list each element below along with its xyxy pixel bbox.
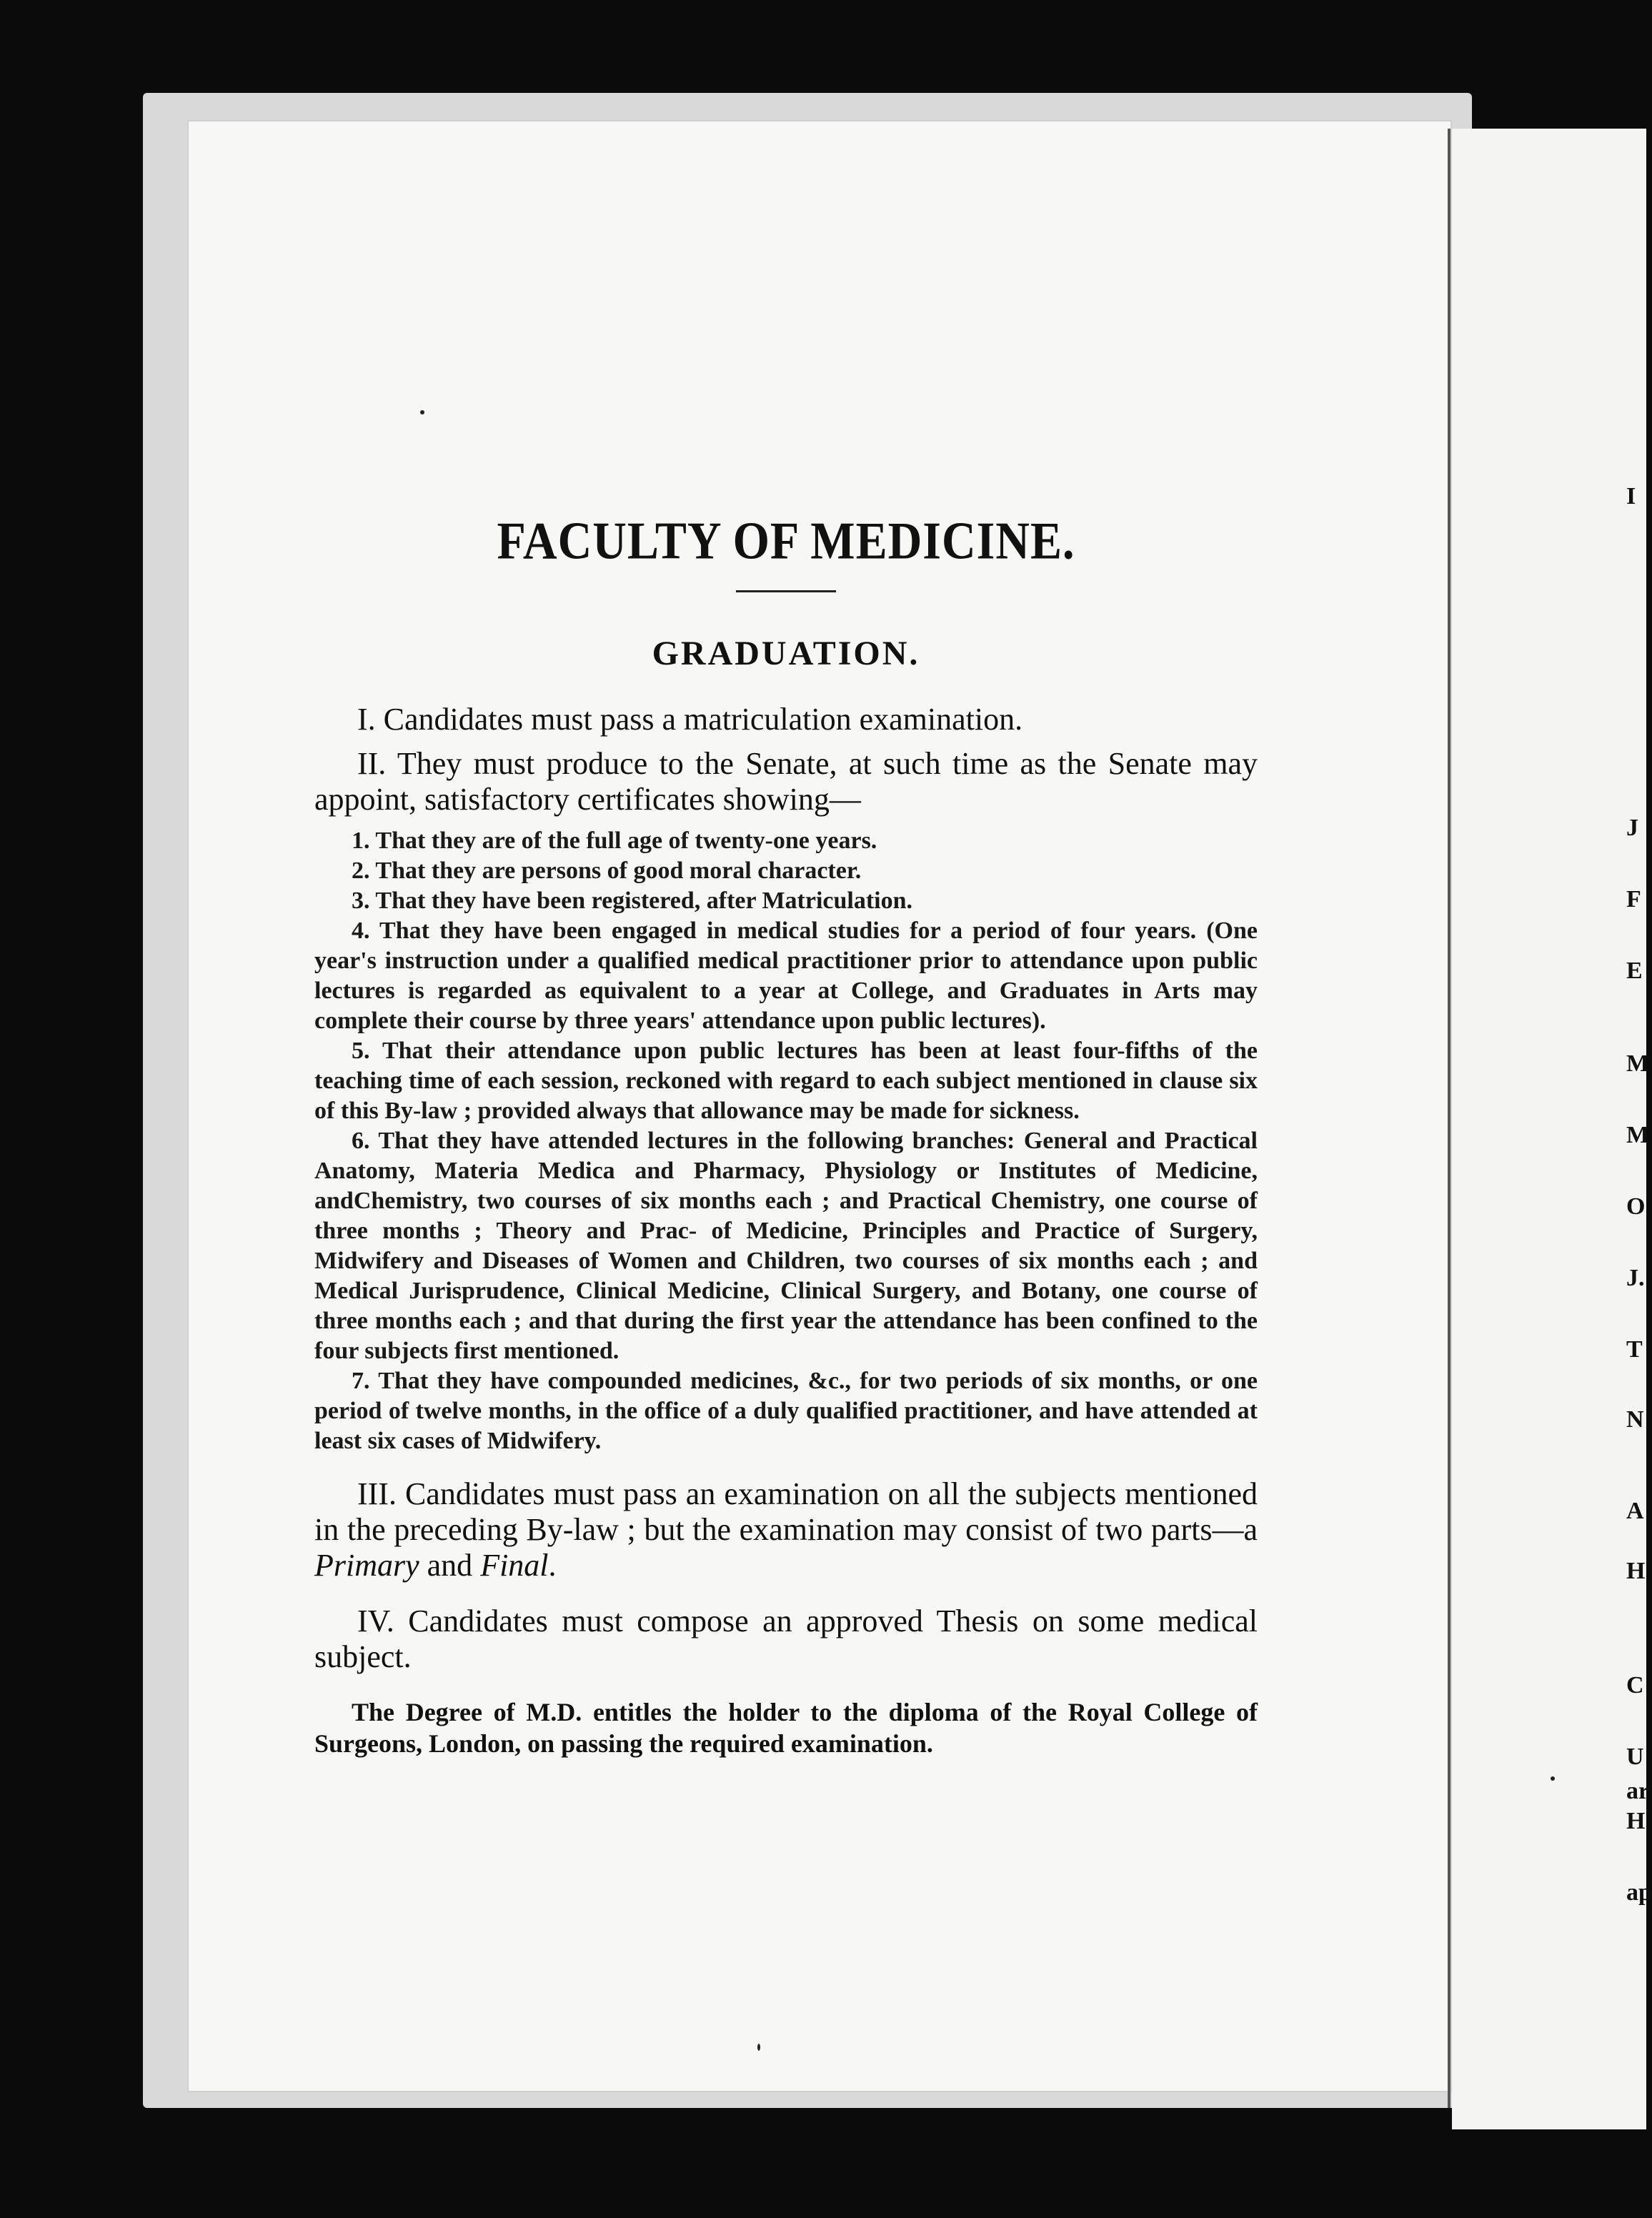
edge-letter: F: [1626, 886, 1641, 912]
edge-letter: C: [1626, 1672, 1644, 1699]
edge-letter: I: [1626, 483, 1636, 509]
clause-item: 5. That their attendance upon public lectures has been at least four-fifths of the teaching time of each session, reckoned with regard to each subject mentioned in clause six of this By-law ; provided always that allowance may be made for sickness.: [314, 1038, 1258, 1124]
title-rule: [736, 590, 836, 592]
edge-letter: M: [1626, 1122, 1650, 1148]
clause-item: 7. That they have compounded medicines, &c., for two periods of six months, or one period of twelve months, in the office of a duly qualified practitioner, and have attended at least six cases of Midwifery.: [314, 1368, 1258, 1454]
rule-1: I. Candidates must pass a matriculation examination.: [357, 702, 1023, 737]
final-word: Final: [480, 1548, 549, 1583]
edge-letter: J: [1626, 815, 1638, 841]
edge-letter: U: [1626, 1744, 1644, 1770]
clause-item: 2. That they are persons of good moral character.: [352, 857, 862, 884]
ink-speck: [757, 2044, 760, 2051]
degree-note: The Degree of M.D. entitles the holder to the diploma of the Royal College of Surgeons, London, on passing the required examination.: [314, 1698, 1258, 1758]
edge-letter: H: [1626, 1808, 1646, 1834]
rule-4: IV. Candidates must compose an approved Thesis on some medical subject.: [314, 1603, 1258, 1674]
page-fold: [1448, 129, 1451, 2108]
edge-letter: H: [1626, 1558, 1646, 1584]
edge-letter: ar: [1626, 1778, 1650, 1804]
edge-letter: E: [1626, 958, 1643, 984]
clause-item: 1. That they are of the full age of twenty-one years.: [352, 827, 877, 854]
edge-letter: O: [1626, 1193, 1646, 1220]
edge-letter: N: [1626, 1406, 1644, 1433]
clause-item: 3. That they have been registered, after Matriculation.: [352, 887, 913, 914]
facing-page-letters: [1623, 0, 1652, 2218]
page-content: [314, 514, 1258, 1785]
rule-3: [314, 1476, 1258, 1583]
primary-word: Primary: [314, 1548, 419, 1583]
rule-3-and: and: [419, 1548, 481, 1583]
facing-page-edge: [1452, 129, 1646, 2129]
edge-letter: A: [1626, 1498, 1644, 1524]
clause-item: 6. That they have attended lectures in the following branches: General and Practical Anatomy, Materia Medica and Pharmacy, Physiology or Institutes of Medicine, andChemistry, two courses of six months each ; and Practical Chemistry, one course of three months ; Theory and Prac- of Medicine, Principles and Practice of Surgery, Midwifery and Diseases of Women and Children, two courses of six months each ; and Medical Jurisprudence, Clinical Medicine, Clinical Surgery, and Botany, one course of three months each ; and that during the first year the attendance has been confined to the four subjects first mentioned.: [314, 1128, 1258, 1364]
edge-letter: M: [1626, 1050, 1650, 1077]
section-heading: GRADUATION.: [652, 635, 920, 672]
edge-letter: J.: [1626, 1265, 1645, 1291]
rule-3-text: III. Candidates must pass an examination on all the subjects mentioned in the preceding By-law ; but the examination may consist of two parts—a: [314, 1476, 1258, 1547]
rule-2: II. They must produce to the Senate, at such time as the Senate may appoint, satisfactory certificates showing—: [314, 746, 1258, 817]
ink-speck: [1551, 1776, 1555, 1781]
ink-speck: [420, 410, 424, 414]
faculty-title: FACULTY OF MEDICINE.: [497, 512, 1075, 571]
clause-list: [314, 826, 1258, 1456]
edge-letter: ap: [1626, 1879, 1652, 1906]
clause-item: 4. That they have been engaged in medical studies for a period of four years. (One year's instruction under a qualified medical practitioner prior to attendance upon public lectures is regarded as equivalent to a year at College, and Graduates in Arts may complete their course by three years' attendance upon public lectures).: [314, 917, 1258, 1034]
edge-letter: T: [1626, 1336, 1643, 1363]
rule-3-end: .: [548, 1548, 557, 1583]
